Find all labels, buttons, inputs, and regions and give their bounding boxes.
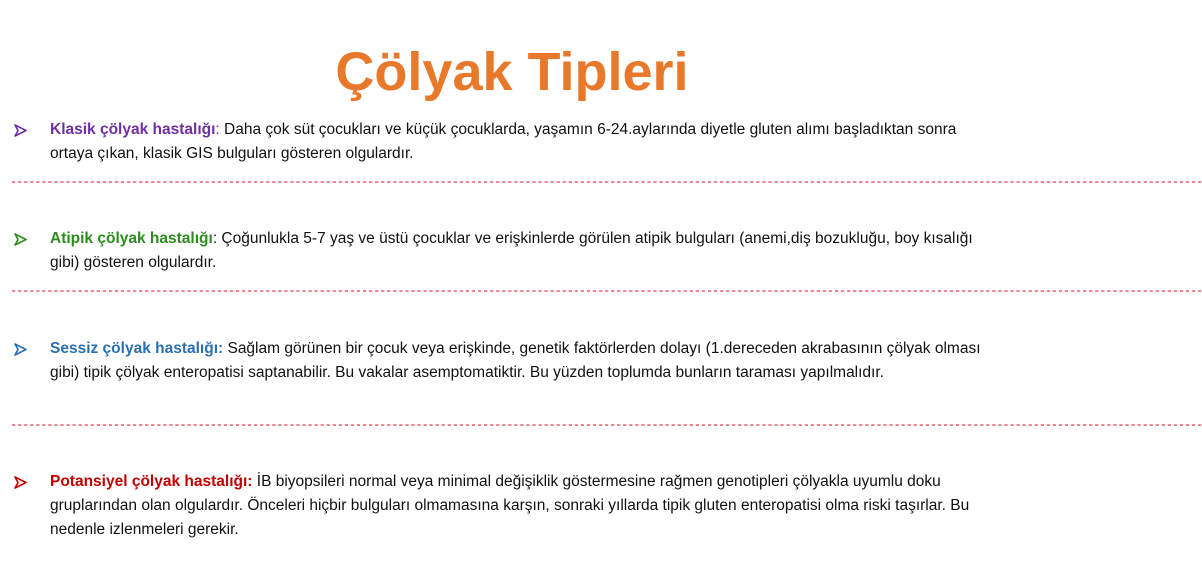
arrow-bullet-icon — [10, 118, 30, 142]
list-item-klasik — [10, 118, 1000, 166]
item-description: Çoğunlukla 5-7 yaş ve üstü çocuklar ve erişkinlerde görülen atipik bulguları (anemi,diş bozukluğu, boy kısalığı gibi) gösteren olgulardır. — [50, 230, 973, 271]
item-text — [50, 470, 1000, 542]
item-text — [50, 118, 1000, 166]
list-item-atipik — [10, 227, 1000, 275]
list-item-potansiyel — [10, 470, 1000, 542]
item-description: Daha çok süt çocukları ve küçük çocuklarda, yaşamın 6-24.aylarında diyetle gluten alımı başladıktan sonra ortaya çıkan, klasik GIS bulguları gösteren olgulardır. — [50, 121, 957, 162]
separator-line: ----------------------------------------------------------------------------------------------------------------------------------------------------------------------------------------------------- — [10, 418, 1202, 432]
item-colon: : — [215, 121, 220, 138]
item-text — [50, 227, 1000, 275]
item-label: Sessiz çölyak hastalığı: — [50, 340, 224, 357]
item-description: İB biyopsileri normal veya minimal değişiklik göstermesine rağmen genotipleri çölyakla uyumlu doku gruplarından olan olgulardır. Önceleri hiçbir bulguları olmamasına karşın, sonraki yıllarda tipik gluten enteropatisi olma riski taşırlar. Bu nedenle izlenmeleri gerekir. — [50, 473, 970, 538]
arrow-bullet-icon — [10, 337, 30, 361]
separator-line: ----------------------------------------------------------------------------------------------------------------------------------------------------------------------------------------------------- — [10, 284, 1202, 298]
separator-line: ----------------------------------------------------------------------------------------------------------------------------------------------------------------------------------------------------- — [10, 175, 1202, 189]
item-label: Atipik çölyak hastalığı — [50, 230, 213, 247]
item-label: Potansiyel çölyak hastalığı: — [50, 473, 253, 490]
arrow-bullet-icon — [10, 470, 30, 494]
arrow-bullet-icon — [10, 227, 30, 251]
item-text — [50, 337, 1000, 385]
item-colon: : — [212, 230, 218, 247]
item-description: Sağlam görünen bir çocuk veya erişkinde, genetik faktörlerden dolayı (1.dereceden akrabasının çölyak olması gibi) tipik çölyak enteropatisi saptanabilir. Bu vakalar asemptomatiktir. Bu yüzden toplumda bunların taraması yapılmalıdır. — [50, 340, 981, 381]
item-label: Klasik çölyak hastalığı — [50, 121, 216, 138]
list-item-sessiz — [10, 337, 1000, 385]
page-title: Çölyak Tipleri — [335, 42, 689, 102]
